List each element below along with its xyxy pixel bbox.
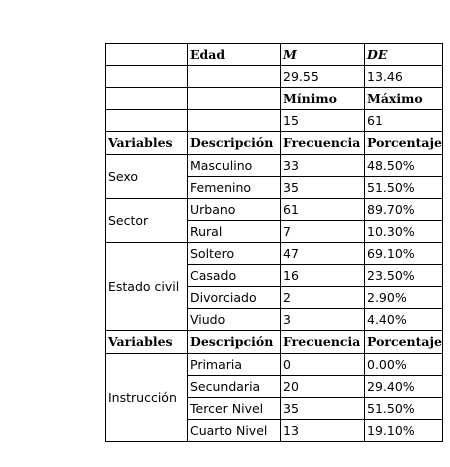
table-row <box>106 88 443 110</box>
table-row <box>106 199 443 221</box>
porcentaje-cell: 23.50% <box>365 265 443 287</box>
porcentaje-cell: 19.10% <box>365 420 443 442</box>
frecuencia-cell: 3 <box>281 309 365 331</box>
empty-cell <box>188 66 281 88</box>
variable-cell: Estado civil <box>106 243 188 331</box>
empty-cell <box>106 44 188 66</box>
porcentaje-cell: 48.50% <box>365 155 443 177</box>
descripcion-cell: Femenino <box>188 177 281 199</box>
edad-header: Edad <box>188 44 281 66</box>
demographics-table <box>105 43 443 442</box>
descripcion-cell: Masculino <box>188 155 281 177</box>
variable-cell: Sector <box>106 199 188 243</box>
m-value: 29.55 <box>281 66 365 88</box>
descripcion-cell: Tercer Nivel <box>188 398 281 420</box>
descripcion-cell: Rural <box>188 221 281 243</box>
empty-cell <box>106 88 188 110</box>
de-header: DE <box>365 44 443 66</box>
descripcion-cell: Primaria <box>188 354 281 376</box>
porcentaje-cell: 10.30% <box>365 221 443 243</box>
max-value: 61 <box>365 110 443 132</box>
minimo-header: Mínimo <box>281 88 365 110</box>
variables-header: Variables <box>106 132 188 155</box>
porcentaje-cell: 4.40% <box>365 309 443 331</box>
frecuencia-cell: 0 <box>281 354 365 376</box>
maximo-header: Máximo <box>365 88 443 110</box>
porcentaje-header: Porcentaje <box>365 331 443 354</box>
descripcion-cell: Cuarto Nivel <box>188 420 281 442</box>
empty-cell <box>188 110 281 132</box>
porcentaje-cell: 0.00% <box>365 354 443 376</box>
table-row <box>106 354 443 376</box>
frecuencia-cell: 35 <box>281 177 365 199</box>
frecuencia-cell: 33 <box>281 155 365 177</box>
frecuencia-cell: 47 <box>281 243 365 265</box>
table-row <box>106 110 443 132</box>
table-row <box>106 243 443 265</box>
porcentaje-cell: 51.50% <box>365 177 443 199</box>
frecuencia-header: Frecuencia <box>281 132 365 155</box>
table-row <box>106 155 443 177</box>
de-value: 13.46 <box>365 66 443 88</box>
descripcion-header: Descripción <box>188 331 281 354</box>
frecuencia-cell: 61 <box>281 199 365 221</box>
frecuencia-cell: 20 <box>281 376 365 398</box>
descripcion-cell: Viudo <box>188 309 281 331</box>
porcentaje-cell: 69.10% <box>365 243 443 265</box>
frecuencia-cell: 13 <box>281 420 365 442</box>
descripcion-cell: Casado <box>188 265 281 287</box>
variable-cell: Sexo <box>106 155 188 199</box>
empty-cell <box>106 110 188 132</box>
frecuencia-cell: 35 <box>281 398 365 420</box>
m-header: M <box>281 44 365 66</box>
empty-cell <box>188 88 281 110</box>
column-header-row <box>106 331 443 354</box>
descripcion-cell: Soltero <box>188 243 281 265</box>
table-row <box>106 66 443 88</box>
porcentaje-cell: 29.40% <box>365 376 443 398</box>
porcentaje-cell: 51.50% <box>365 398 443 420</box>
descripcion-cell: Urbano <box>188 199 281 221</box>
table-row <box>106 44 443 66</box>
empty-cell <box>106 66 188 88</box>
descripcion-cell: Secundaria <box>188 376 281 398</box>
frecuencia-cell: 16 <box>281 265 365 287</box>
porcentaje-cell: 89.70% <box>365 199 443 221</box>
frecuencia-cell: 7 <box>281 221 365 243</box>
variables-header: Variables <box>106 331 188 354</box>
frecuencia-header: Frecuencia <box>281 331 365 354</box>
porcentaje-header: Porcentaje <box>365 132 443 155</box>
column-header-row <box>106 132 443 155</box>
frecuencia-cell: 2 <box>281 287 365 309</box>
variable-cell: Instrucción <box>106 354 188 442</box>
porcentaje-cell: 2.90% <box>365 287 443 309</box>
min-value: 15 <box>281 110 365 132</box>
descripcion-header: Descripción <box>188 132 281 155</box>
descripcion-cell: Divorciado <box>188 287 281 309</box>
